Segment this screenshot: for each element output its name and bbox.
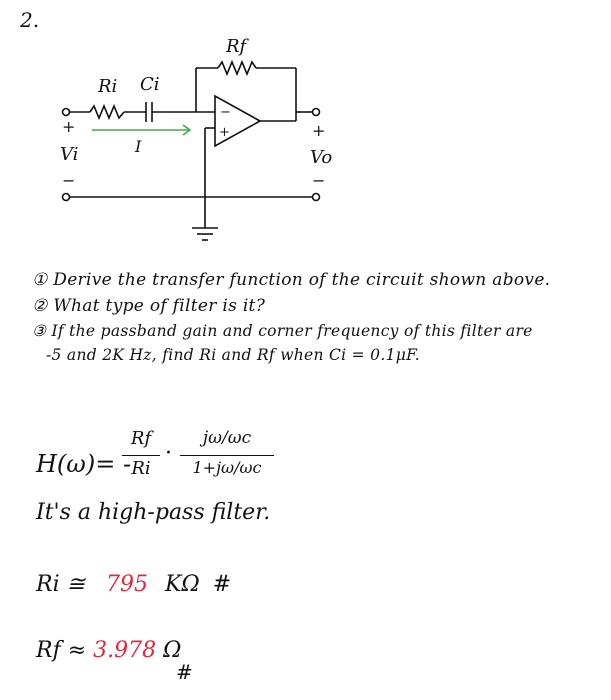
- rf-label: Rf: [226, 36, 247, 57]
- vo-minus: −: [312, 171, 326, 190]
- question-1-marker: ①: [32, 270, 48, 290]
- question-2: [32, 296, 265, 316]
- fraction-1-denominator: Ri: [131, 458, 151, 479]
- rf-answer: [36, 638, 181, 663]
- fraction-1-bar: [122, 455, 160, 456]
- fraction-2-denominator: 1+jω/ωc: [192, 458, 262, 477]
- ci-label: Ci: [140, 74, 160, 95]
- ri-answer: [36, 572, 231, 597]
- vo-plus: +: [312, 121, 326, 140]
- problem-number: 2.: [20, 8, 40, 32]
- multiply-dot: ·: [165, 441, 172, 466]
- ri-answer-mark: #: [212, 572, 232, 597]
- question-3-marker: ③: [32, 322, 47, 340]
- rf-answer-prefix: Rf ≈: [36, 638, 87, 663]
- question-1: [32, 270, 550, 290]
- rf-answer-value: 3.978: [93, 638, 157, 663]
- ri-label: Ri: [98, 76, 118, 97]
- ri-resistor: [90, 106, 124, 118]
- vi-minus: −: [62, 171, 76, 190]
- input-terminal-bottom: [63, 194, 70, 201]
- ri-answer-value: 795: [106, 572, 149, 597]
- current-arrow: [92, 125, 190, 135]
- question-2-marker: ②: [32, 296, 48, 316]
- circuit-diagram: [0, 0, 611, 260]
- filter-type-answer: It's a high-pass filter.: [36, 500, 271, 525]
- output-terminal-top: [313, 109, 320, 116]
- fraction-1-numerator: Rf: [130, 428, 152, 449]
- opamp-minus: −: [220, 105, 231, 120]
- question-3: [32, 322, 533, 340]
- ri-answer-unit: KΩ: [165, 572, 200, 597]
- ri-answer-prefix: Ri ≅: [36, 572, 86, 597]
- transfer-function-lhs: H(ω)= -: [36, 450, 132, 478]
- current-label: I: [135, 137, 142, 156]
- fraction-2-numerator: jω/ωc: [202, 428, 252, 448]
- rf-answer-unit: Ω: [163, 638, 182, 663]
- vo-label: Vo: [310, 147, 333, 168]
- rf-answer-mark: #: [176, 660, 193, 684]
- opamp-plus: +: [219, 125, 230, 140]
- vi-label: Vi: [60, 144, 79, 165]
- output-terminal-bottom: [313, 194, 320, 201]
- question-3-line-1: If the passband gain and corner frequency of this filter are: [51, 322, 533, 340]
- fraction-2-bar: [180, 455, 274, 456]
- vi-plus: +: [62, 117, 76, 136]
- question-3-line-2: -5 and 2K Hz, find Ri and Rf when Ci = 0.1μF.: [46, 346, 420, 364]
- input-terminal-top: [63, 109, 70, 116]
- question-2-text: What type of filter is it?: [53, 296, 266, 316]
- question-1-text: Derive the transfer function of the circuit shown above.: [53, 270, 551, 290]
- rf-resistor: [218, 62, 256, 74]
